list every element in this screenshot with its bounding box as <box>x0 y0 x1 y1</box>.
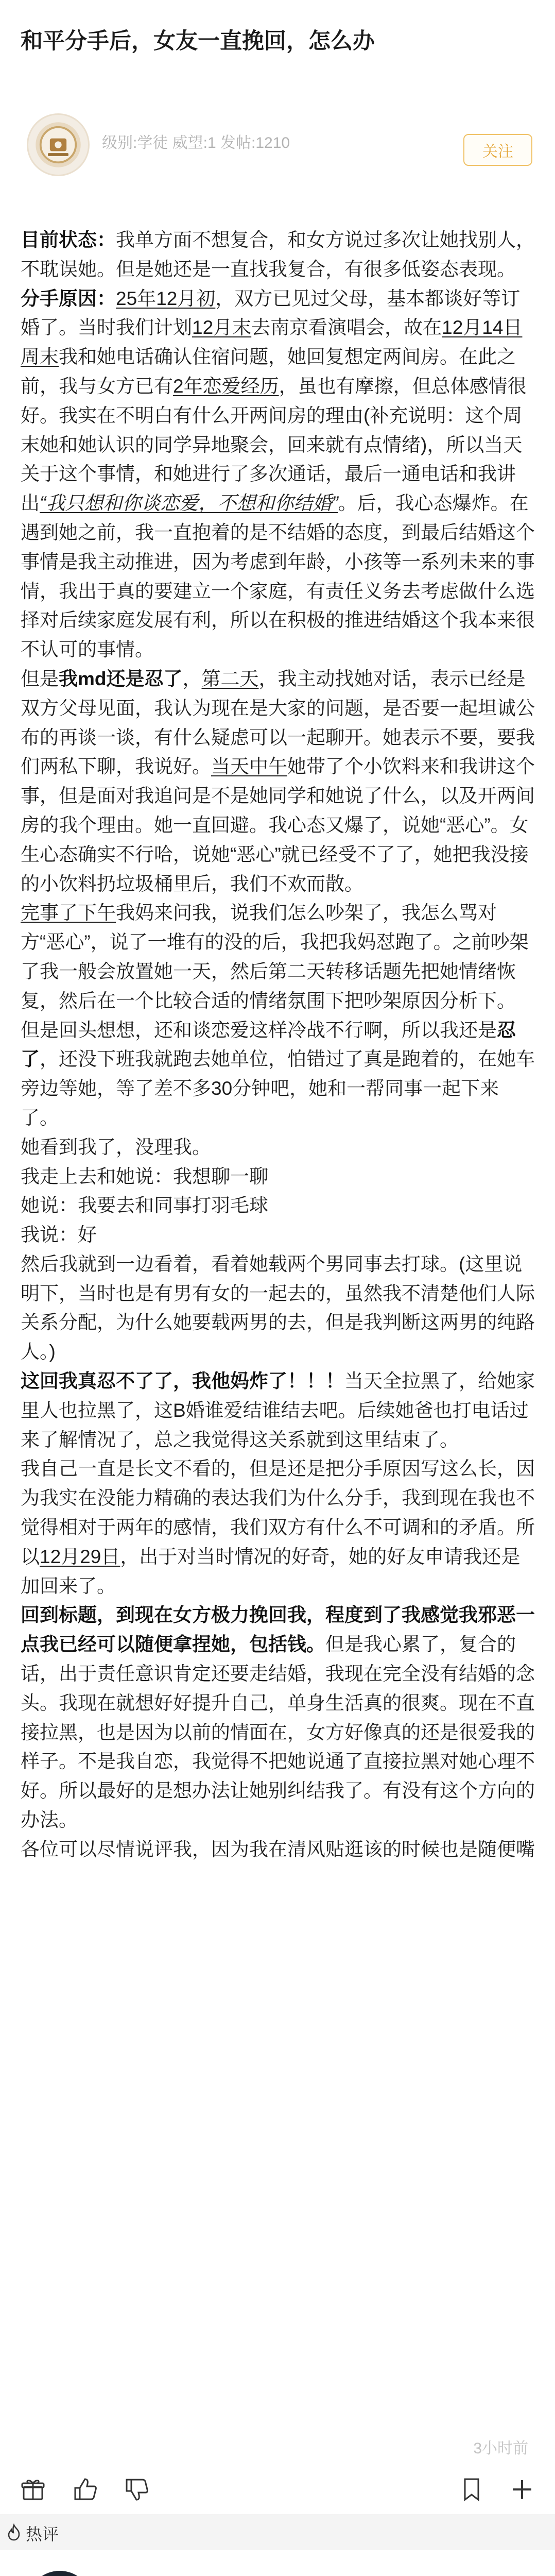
follow-button[interactable]: 关注 <box>463 134 532 166</box>
thumb-down-icon <box>124 2477 150 2502</box>
post-text-segment: 我和她电话确认住宿问题，她回复想定两间房。在此之前，我与女方已有 <box>21 346 516 397</box>
author-meta: 级别:学徒 威望:1 发帖:1210 <box>102 134 290 151</box>
post-text-segment: 但是回头想想，还和谈恋爱这样冷战不行啊，所以我还是 <box>21 1019 497 1041</box>
post-text-segment: 第二天 <box>201 668 259 689</box>
plus-icon <box>509 2477 535 2502</box>
post-text-segment: 12月29日 <box>40 1546 120 1567</box>
post-paragraph <box>21 1835 535 1865</box>
author-bar <box>0 96 555 194</box>
post-text-segment: 12月末 <box>192 317 252 338</box>
bookmark-button[interactable] <box>457 2475 486 2504</box>
post-text-segment: 当天中午 <box>211 756 287 777</box>
post-text-segment: 完事了下午 <box>21 902 116 924</box>
post-text-segment: 分手原因： <box>21 287 116 309</box>
post-text-segment: 然后我就到一边看着，看着她载两个男同事去打球。(这里说明下，当时也是有男有女的一起去的，虽然我不清楚他们人际关系分配，为什么她要载两男的去，但是我判断这两男的纯路人。) <box>21 1253 535 1363</box>
post-body <box>21 226 535 1865</box>
post-text-segment: 我md还是忍了 <box>59 668 183 689</box>
post-text-segment: ， <box>182 668 202 689</box>
post-text-segment: 2年恋爱经历 <box>173 375 279 397</box>
flame-icon <box>5 2523 23 2541</box>
thumb-up-icon <box>73 2477 98 2502</box>
post-paragraph <box>21 1250 535 1367</box>
post-paragraph <box>21 1454 535 1601</box>
like-button[interactable] <box>71 2475 100 2504</box>
post-text-segment: 各位可以尽情说评我，因为我在清风贴逛该的时候也是随便嘴 <box>21 1838 535 1860</box>
post-text-segment: 我妈来问我，说我们怎么吵架了，我怎么骂对方“恶心”，说了一堆有的没的后，我把我妈怼跑了。之前吵架了我一般会放置她一天，然后第二天转移话题先把她情绪恢复，然后在一个比较合适的情绪氛围下把吵架原因分析下。 <box>21 902 529 1011</box>
post-text-segment: “我只想和你谈恋爱，不想和你结婚” <box>40 493 338 514</box>
post-text-segment: 。后，我心态爆炸。在遇到她之前，我一直抱着的是不结婚的态度，到最后结婚这个事情是我主动推进，因为考虑到年龄，小孩等一系列未来的事情，我出于真的要建立一个家庭，有责任义务去考虑做什么选择对后续家庭发展有利，所以在积极的推进结婚这个我本来很不认可的事情。 <box>21 493 535 660</box>
post-text-segment: 回到标题，到现在女方极力挽回我，程度到了我感觉我邪恶一点我已经可以随便拿捏她，包括钱。 <box>21 1604 535 1655</box>
post-text-segment: 我自己一直是长文不看的，但是还是把分手原因写这么长，因为我实在没能力精确的表达我们为什么分手，我到现在我也不觉得相对于两年的感情，我们双方有什么不可调和的矛盾。所以 <box>21 1458 535 1567</box>
post-text-segment: 忍了 <box>21 1019 516 1070</box>
post-paragraph <box>21 1162 535 1192</box>
reply-avatar-icon <box>27 2571 93 2576</box>
post-text-segment: 当天全拉黑了，给她家里人也拉黑了，这B婚谁爱结谁结去吧。后续她爸也打电话过来了解情况了，总之我觉得这关系就到这里结束了。 <box>21 1370 535 1450</box>
post-text-segment: 她看到我了，没理我。 <box>21 1136 211 1158</box>
author-avatar[interactable] <box>27 113 90 176</box>
post-text-segment: ，我主动找她对话，表示已经是双方父母见面，我认为现在是大家的问题，是否要一起坦诚公布的再谈一谈，有什么疑虑可以一起聊开。她表示不要，要我们两私下聊，我说好。 <box>21 668 535 777</box>
post-paragraph <box>21 1016 535 1133</box>
post-text-segment: 但是我心累了，复合的话，出于责任意识肯定还要走结婚，我现在完全没有结婚的念头。我现在就想好好提升自己，单身生活真的很爽。现在不直接拉黑，也是因为以前的情面在，女方好像真的还是很爱我的样子。不是我自恋，我觉得不把她说通了直接拉黑对她心理不好。所以最好的是想办法让她别纠结我了。有没有这个方向的办法。 <box>21 1634 535 1831</box>
post-text-segment: 她说：我要去和同事打羽毛球 <box>21 1195 268 1216</box>
post-paragraph <box>21 1367 535 1454</box>
post-text-segment: 我走上去和她说：我想聊一聊 <box>21 1165 268 1187</box>
post-text-segment: 我单方面不想复合，和女方说过多次让她找别人，不耽误她。但是她还是一直找我复合，有很多低姿态表现。 <box>21 229 535 280</box>
more-button[interactable] <box>508 2475 536 2504</box>
bookmark-icon <box>459 2477 484 2502</box>
post-paragraph <box>21 226 535 284</box>
avatar-emblem-icon <box>28 115 88 175</box>
post-paragraph <box>21 1133 535 1162</box>
hot-comments-header <box>0 2514 555 2550</box>
post-text-segment: 目前状态： <box>21 229 116 250</box>
post-title: 和平分手后，女友一直挽回，怎么办 <box>21 29 375 54</box>
post-text-segment: ，虽也有摩擦，但总体感情很好。我实在不明白有什么开两间房的理由(补充说明：这个周末她和她认识的同学异地聚会，回来就有点情绪)，所以当天关于这个事情，和她进行了多次通话，最后一通电话和我讲出 <box>21 375 527 514</box>
post-text-segment: 25年12月初 <box>116 287 216 309</box>
post-text-segment: ，双方已见过父母，基本都谈好等订婚了。当时我们计划 <box>21 287 521 338</box>
gift-button[interactable] <box>19 2475 47 2504</box>
post-text-segment: 但是 <box>21 668 59 689</box>
post-text-segment: 这回我真忍不了了，我他妈炸了！！！ <box>21 1370 344 1392</box>
hot-comments-label: 热评 <box>26 2525 59 2544</box>
post-time: 3小时前 <box>473 2440 528 2457</box>
post-paragraph <box>21 284 535 665</box>
post-paragraph <box>21 1601 535 1835</box>
post-actions <box>0 2468 555 2514</box>
post-text-segment: 12月14日周末 <box>21 317 523 368</box>
post-text-segment: ，还没下班我就跑去她单位，怕错过了真是跑着的，在她车旁边等她，等了差不多30分钟吧，她和一帮同事一起下来了。 <box>21 1048 535 1128</box>
post-paragraph <box>21 1191 535 1221</box>
gift-icon <box>20 2477 46 2502</box>
post-text-segment: ，出于对当时情况的好奇，她的好友申请我还是加回来了。 <box>21 1546 521 1597</box>
post-text-segment: 我说：好 <box>21 1224 97 1246</box>
reply-avatar[interactable] <box>27 2571 93 2576</box>
post-text-segment: 去南京看演唱会，故在 <box>251 317 442 338</box>
post-paragraph <box>21 899 535 1015</box>
dislike-button[interactable] <box>123 2475 151 2504</box>
post-paragraph <box>21 665 535 899</box>
post-paragraph <box>21 1221 535 1250</box>
post-text-segment: 她带了个小饮料来和我讲这个事，但是面对我追问是不是她同学和她说了什么，以及开两间房的我个理由。她一直回避。我心态又爆了，说她“恶心”。女生心态确实不行哈，说她“恶心”就已经受不了了，她把我没接的小饮料扔垃圾桶里后，我们不欢而散。 <box>21 756 535 894</box>
